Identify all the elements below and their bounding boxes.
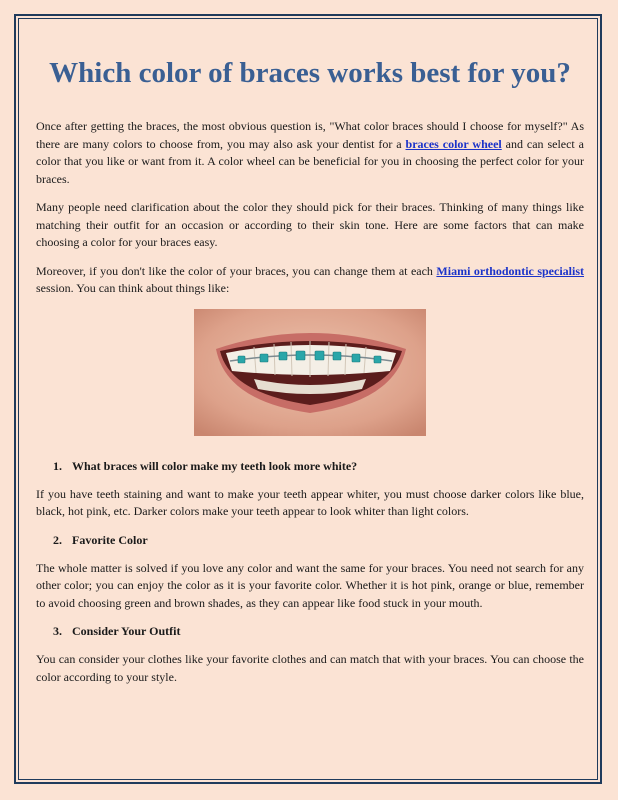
section-heading-text: What braces will color make my teeth look more white? [72, 458, 358, 473]
section-heading [36, 623, 584, 640]
section-number: 3. [53, 624, 62, 638]
intro-text-end: and can select a color that you like or want from it. A color wheel can be beneficial for you in choosing the perfect color for your braces. [36, 136, 584, 186]
intro-paragraph [36, 118, 584, 188]
miami-orthodontic-specialist-link[interactable]: Miami orthodontic specialist [436, 263, 585, 278]
section-2 [36, 532, 584, 613]
second-paragraph: Many people need clarification about the color they should pick for their braces. Thinking of many things like matching their outfit for an occasion or according to their skin tone. Here are some factors that can make choosing a color for your braces easy. [36, 200, 584, 249]
third-text-end: session. You can think about things like: [36, 281, 230, 295]
section-heading [36, 532, 584, 549]
photo-container [36, 309, 584, 436]
third-text-start: Moreover, if you don't like the color of your braces, you can change them at each [36, 263, 437, 278]
section-heading-text: Consider Your Outfit [72, 624, 181, 638]
section-body: You can consider your clothes like your favorite clothes and can match that with your braces. You can choose the color according to your style. [36, 652, 584, 684]
smile-illustration [194, 309, 426, 436]
section-heading-text: Favorite Color [72, 532, 148, 547]
section-body: The whole matter is solved if you love any color and want the same for your braces. You need not search for any other color; you can enjoy the color as it is your favorite color. Whether it is hot pink, orange or blue, remember to avoid choosing green and brown shades, as they can appear like food stuck in your mouth. [36, 560, 584, 610]
section-3 [36, 623, 584, 686]
article-content [36, 54, 584, 697]
smile-with-braces-photo [194, 309, 426, 436]
section-body: If you have teeth staining and want to make your teeth appear whiter, you must choose darker colors like blue, black, hot pink, etc. Darker colors make your teeth appear to look whiter than light colors. [36, 486, 584, 518]
braces-color-wheel-link[interactable]: braces color wheel [405, 136, 502, 151]
page-title: Which color of braces works best for you? [49, 57, 571, 89]
section-number: 2. [53, 532, 62, 547]
intro-text-start: Once after getting the braces, the most obvious question is, "What color braces should I choose for myself?" As there are many colors to choose from, you may also ask your dentist for a [36, 119, 584, 151]
third-paragraph [36, 263, 584, 298]
section-heading [36, 458, 584, 475]
section-1 [36, 458, 584, 521]
section-number: 1. [53, 458, 62, 473]
